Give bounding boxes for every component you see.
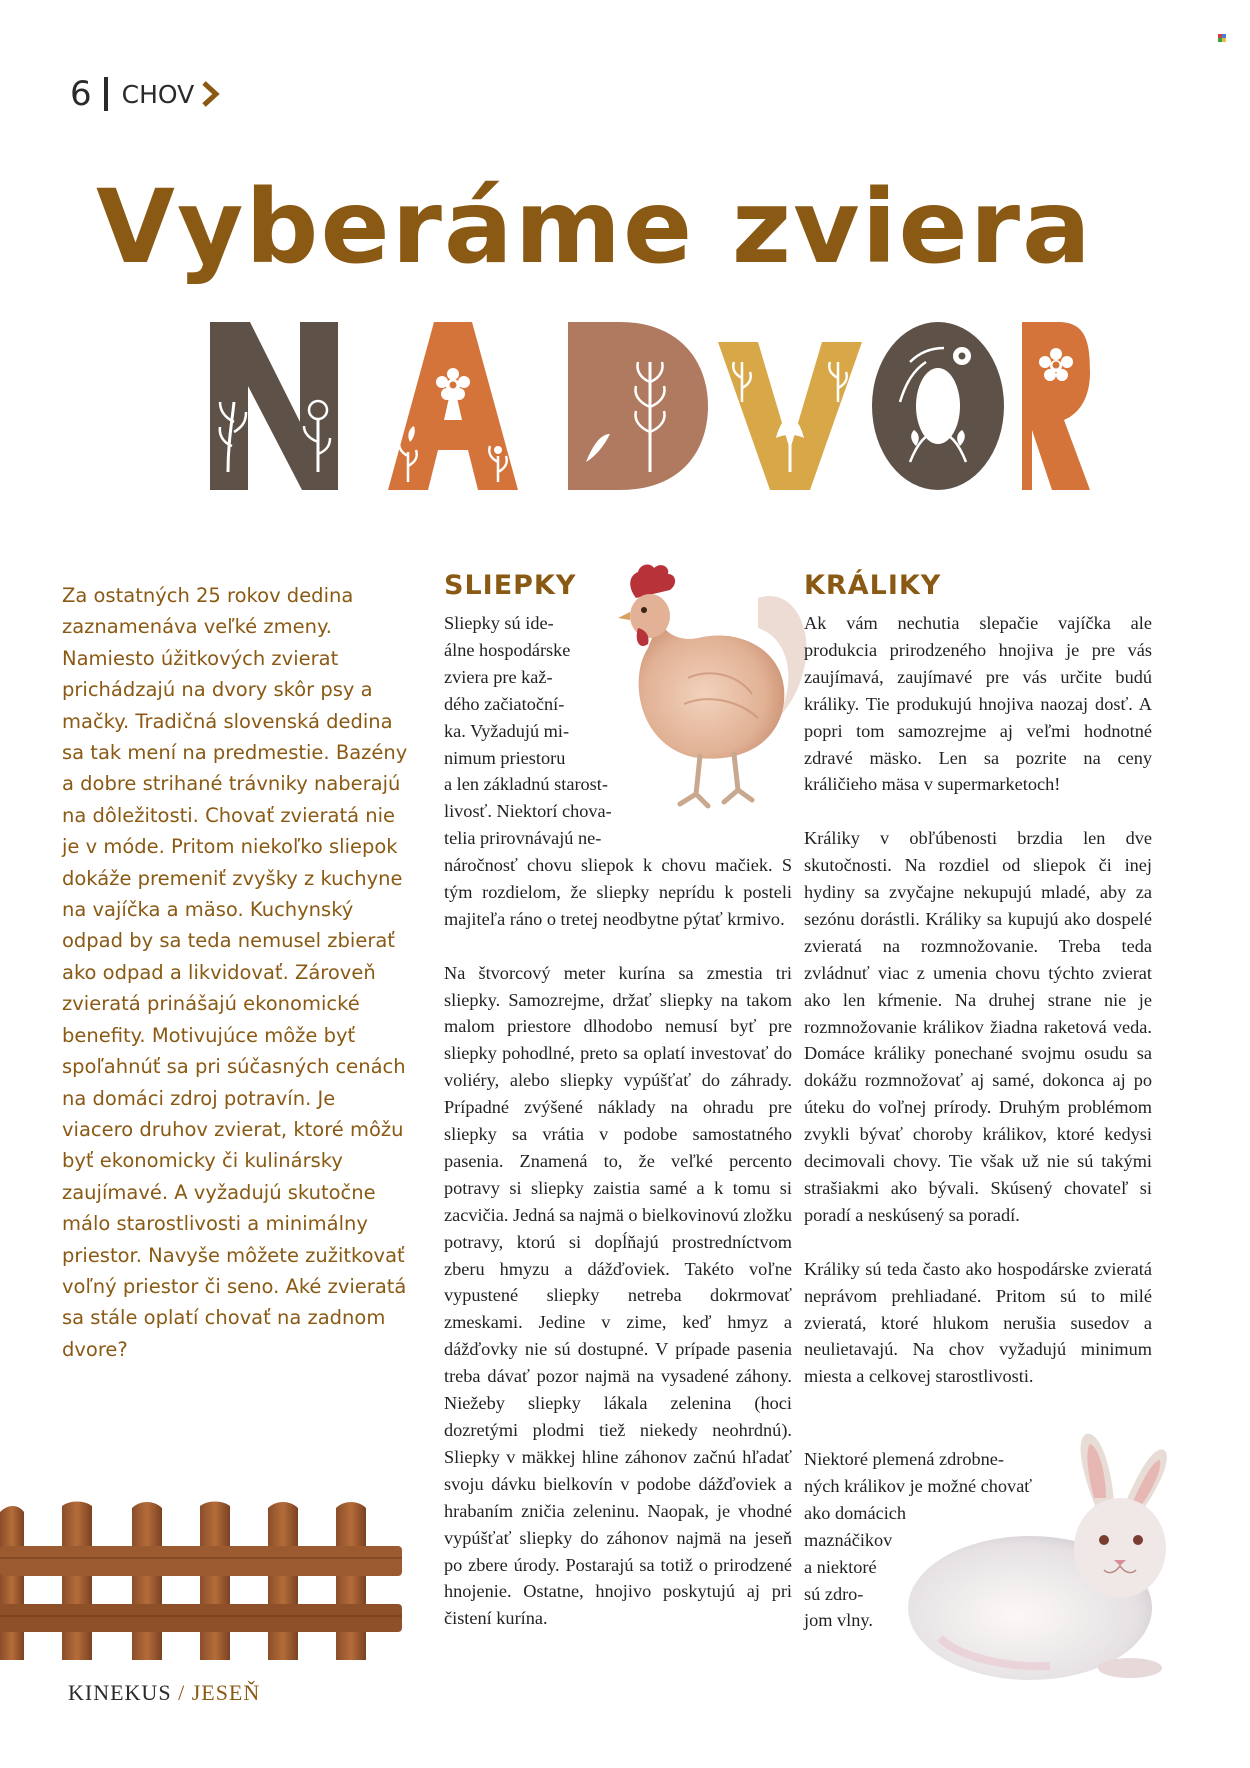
kraliky-line: Niektoré plemená zdrobne- (804, 1449, 1004, 1469)
page-header (70, 74, 222, 114)
decorative-title-na-dvor (210, 322, 1090, 492)
kraliky-paragraph-2: Králiky v obľúbenosti brzdia len dve skutočnosti. Na rozdiel od sliepok či inej hydiny sa zvyčajne nekupujú mladé, aby za sezónu dorástli. Králiky sa kupujú ako dospelé zvieratá na rozmnožovanie. Treba teda zvládnuť viac z umenia chovu týchto zvierat ako len kŕmenie. Na druhej strane nie je rozmnožovanie králikov žiadna raketová veda. Domáce králiky ponechané svojmu osudu sa dokážu rozmnožovať aj samé, dokonca aj po úteku do voľnej prírody. Druhým problémom zvykli bývať choroby králikov, ktoré kedysi decimovali chovy. Tie však už nie sú takými strašiakmi ako bývali. Skúsený chovateľ si poradí a neskúsený sa poradí. (804, 828, 1152, 1225)
kraliky-body (804, 610, 1152, 1417)
letter-r (1022, 322, 1090, 490)
sliepky-line: nimum priestoru (444, 747, 566, 768)
letter-o (872, 322, 1004, 490)
letter-a (388, 322, 518, 490)
footer (68, 1680, 260, 1706)
letter-v (718, 342, 862, 490)
footer-brand: KINEKUS (68, 1680, 172, 1705)
kraliky-paragraph-1: Ak vám nechutia slepačie vajíčka ale produkcia prirodzeného hnojiva je pre vás zaujímavá, zaujímavé pre vás určite budú králiky. Tie produkujú hnojiva naozaj dosť. A popri tom samozrejme aj veľmi hodnotné zdravé mäsko. Len sa pozrite na ceny králičieho mäsa v supermarketoch! (804, 613, 1152, 795)
kraliky-line: sú zdro- (804, 1583, 864, 1604)
footer-separator: / (178, 1680, 186, 1705)
fence-illustration (0, 1500, 402, 1660)
sliepky-line: livosť. Niektorí chova- (444, 801, 612, 822)
page-number: 6 (70, 74, 92, 114)
sliepky-body (444, 852, 792, 1659)
kraliky-line: jom vlny. (804, 1610, 873, 1631)
kraliky-line: ako domácich (804, 1502, 907, 1523)
sliepky-paragraph-2: Na štvorcový meter kurína sa zmestia tri sliepky. Samozrejme, držať sliepky na takom malom priestore dlhodobo nemusí byť pre sliepky pohodlné, preto sa oplatí investovať do voliéry, alebo sliepky vypúšťať do záhrady. Prípadné zvýšené náklady na ohradu pre sliepky sa vrátia v podobe samostatného pasenia. Znamená to, že veľké percento potravy si sliepky zaistia samé a k tomu si zacvičia. Jedná sa najmä o bielkovinovú zložku potravy, ktorú si dopĺňajú prostredníctvom zberu hmyzu a dážďoviek. Takéto voľne vypustené sliepky netreba dokrmovať zmeskami. Jedine v zime, keď hmyz a dážďovky nie sú dostupné. V prípade pasenia treba dávať pozor najmä na vysadené záhony. Niežeby sliepky lákala zelenina (hoci dozretými plodmi tiež niekedy neohrdnú). Sliepky v mäkkej hline záhonov začnú hľadať svoju dávku bielkovín v podobe dážďoviek a hrabaním zničia zeleninu. Naopak, je vhodné vypúšťať sliepky do záhonov najmä na jeseň po zbere úrody. Postarajú sa totiž o prirodzené hnojenie. Ostatne, hnojivo poskytujú aj pri čistení kurína. (444, 962, 792, 1629)
chevron-right-icon (200, 81, 222, 107)
intro-text: Za ostatných 25 rokov dedina zaznamenáva veľké zmeny. Namiesto úžitkových zvierat prichádzajú na dvory skôr psy a mačky. Tradičná slovenská dedina sa tak mení na predmestie. Bazény a dobre strihané trávniky naberajú na dôležitosti. Chovať zvieratá nie je v móde. Pritom niekoľko sliepok dokáže premeniť zvyšky z kuchyne na vajíčka a mäso. Kuchynský odpad by sa teda nemusel zbierať ako odpad a likvidovať. Zároveň zvieratá prinášajú ekonomické benefity. Motivujúce môže byť spoľahnúť sa pri súčasných cenách na domáci zdroj potravín. Je viacero druhov zvierat, ktoré môžu byť ekonomicky či kulinársky zaujímavé. A vyžadujú skutočne málo starostlivosti a minimálny priestor. Navyše môžete zužitkovať voľný priestor či seno. Aké zvieratá sa stále oplatí chovať na zadnom dvore? (62, 584, 408, 1361)
heading-kraliky: KRÁLIKY (804, 570, 942, 601)
sliepky-line: álne hospodárske (444, 639, 571, 660)
letter-d (568, 322, 708, 490)
sliepky-line: telia prirovnávajú ne- (444, 828, 602, 849)
rabbit-illustration (900, 1428, 1200, 1690)
letter-n (210, 322, 338, 490)
sliepky-line: a len základnú starost- (444, 774, 608, 795)
footer-season: JESEŇ (191, 1680, 261, 1705)
header-divider (104, 77, 108, 111)
hen-illustration (588, 558, 818, 820)
kraliky-line: ných králikov je možné chovať (804, 1475, 1033, 1496)
sliepky-paragraph-1: náročnosť chovu sliepok k chovu mačiek. S tým rozdielom, že sliepky neprídu k posteli majiteľa ráno o tretej neodbytne pýtať krmivo. (444, 855, 792, 929)
page-title: Vyberáme zviera (96, 168, 1093, 287)
heading-sliepky: SLIEPKY (444, 570, 577, 601)
sliepky-line: ka. Vyžadujú mi- (444, 720, 570, 741)
sliepky-line: zviera pre kaž- (444, 666, 553, 687)
sliepky-line: dého začiatoční- (444, 693, 565, 714)
sliepky-line: Sliepky sú ide- (444, 613, 554, 633)
kraliky-line: maznáčikov (804, 1529, 893, 1550)
kraliky-paragraph-3: Králiky sú teda často ako hospodárske zvieratá neprávom prehliadané. Pritom sú to milé zvieratá, ktoré hlukom nerušia susedov a neulietavajú. Na chov vyžadujú minimum miesta a celkovej starostlivosti. (804, 1258, 1152, 1387)
corner-mark-icon (1218, 34, 1226, 42)
section-label: CHOV (121, 79, 195, 109)
kraliky-line: a niektoré (804, 1556, 877, 1577)
